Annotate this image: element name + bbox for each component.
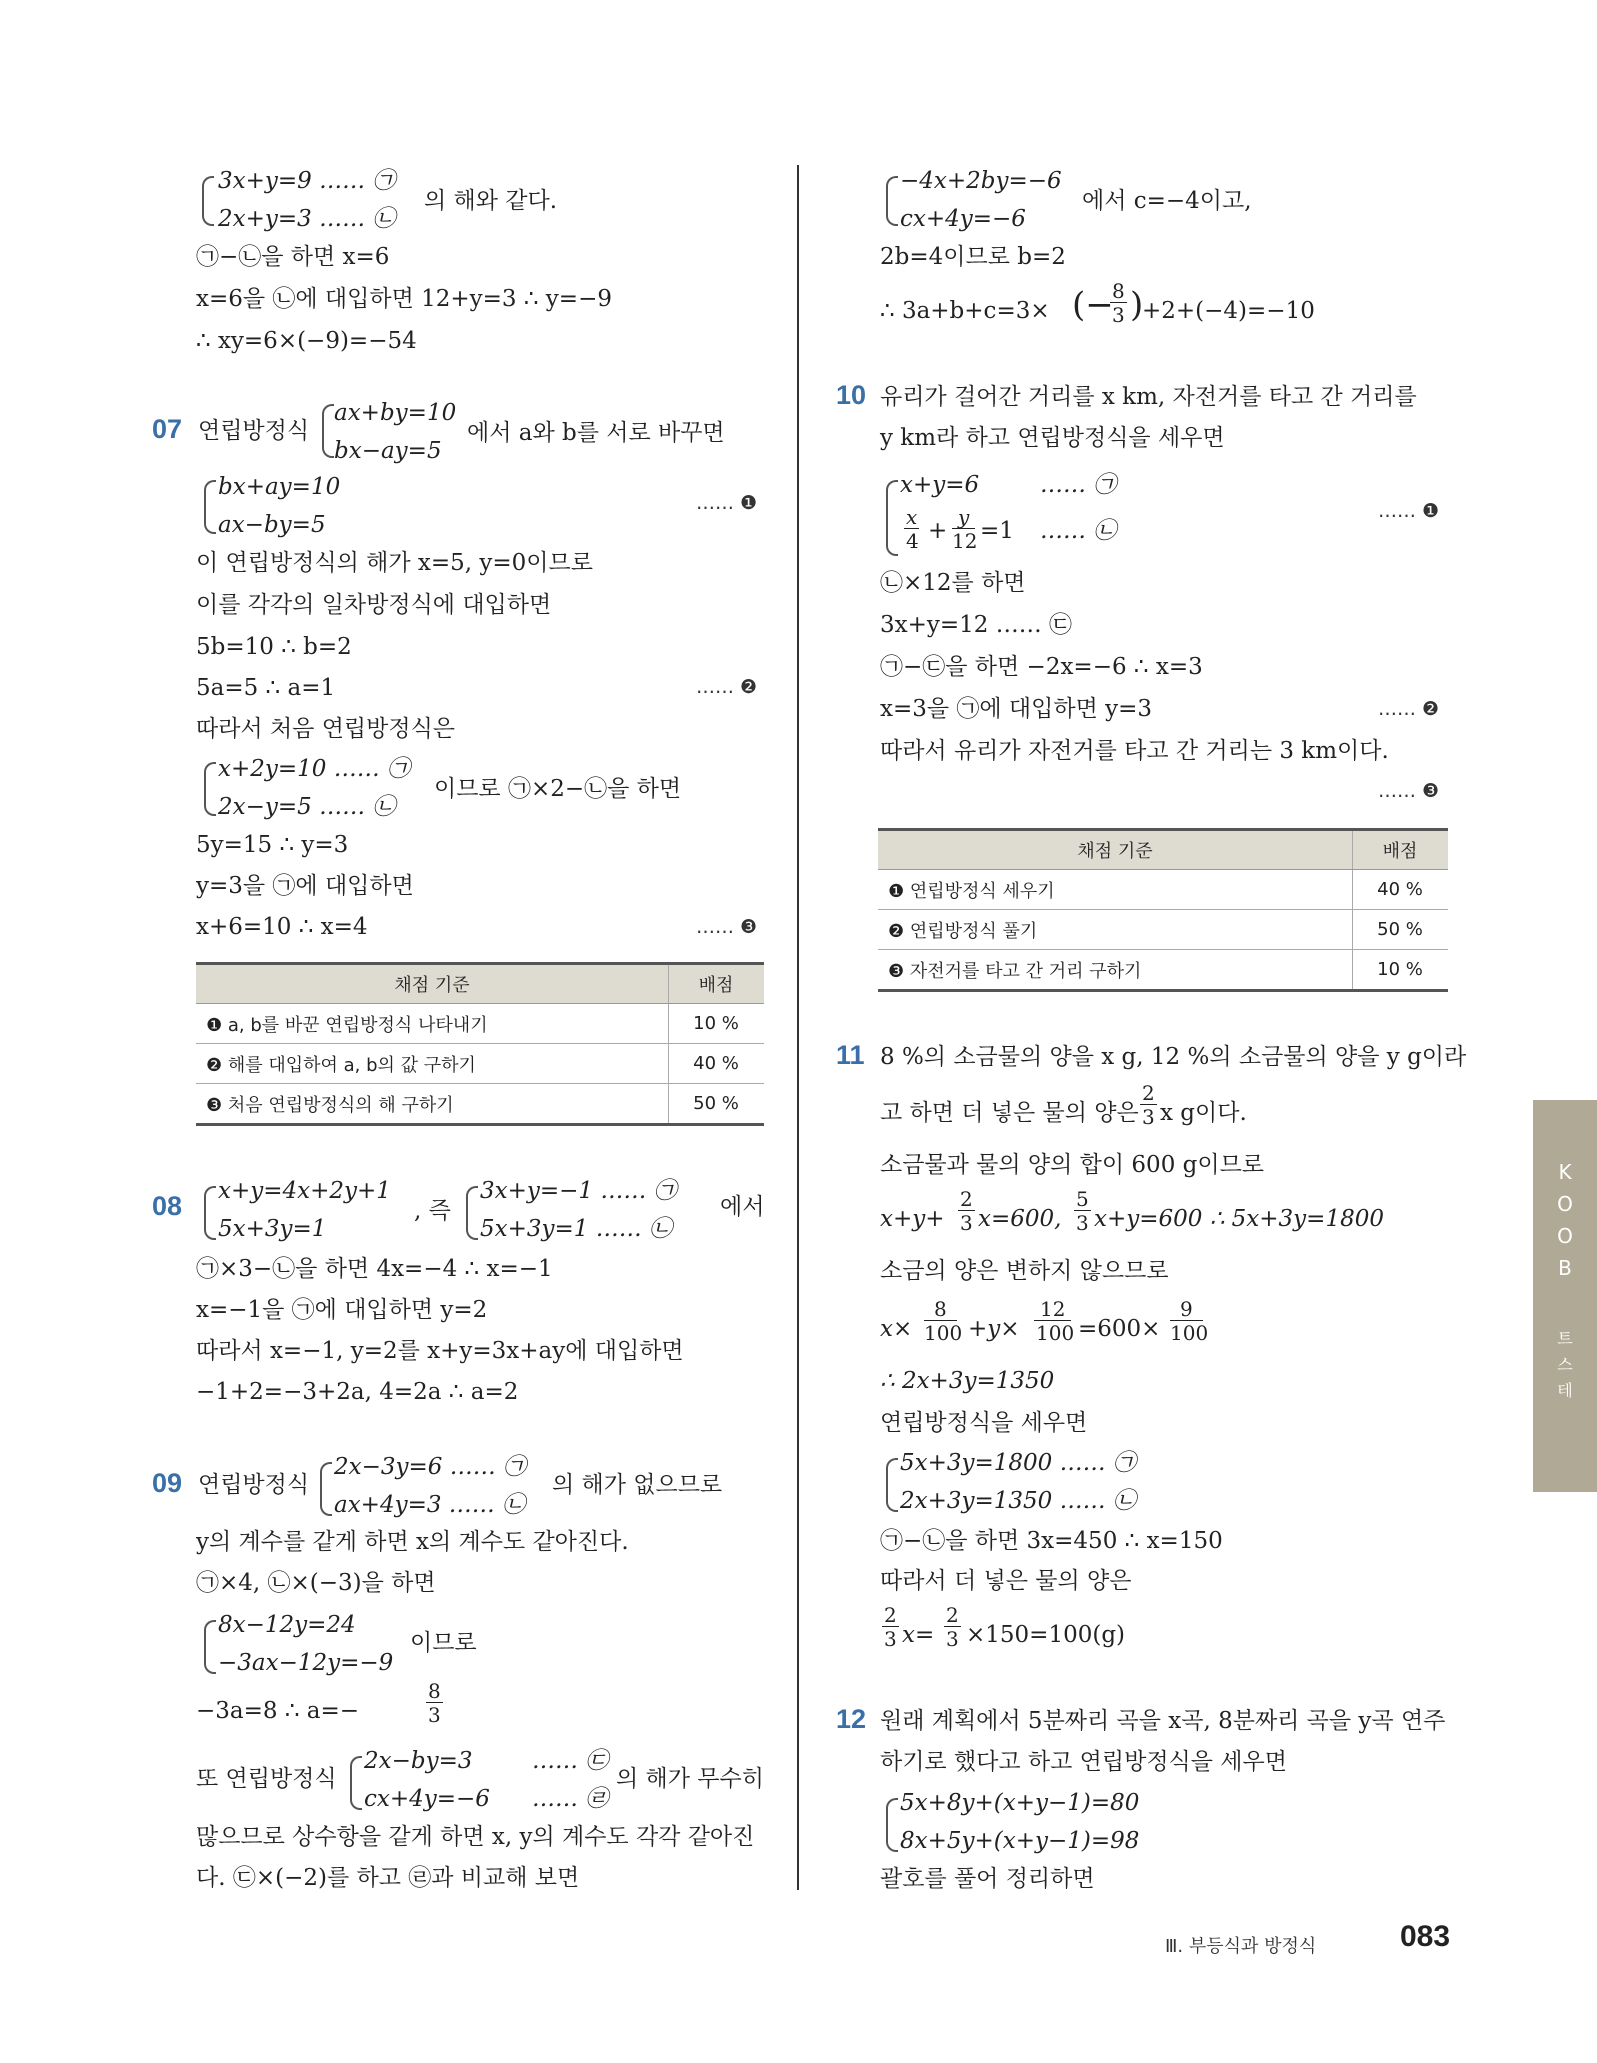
equation: x+y+	[880, 1206, 945, 1232]
equation: 2x+3y=1350 …… ㉡	[900, 1488, 1136, 1514]
text-line: 이 연립방정식의 해가 x=5, y=0이므로	[196, 550, 593, 576]
points-cell: 10 %	[1353, 950, 1449, 991]
text-line: +2+(−4)=−10	[1142, 298, 1315, 324]
text-line: 유리가 걸어간 거리를 x km, 자전거를 타고 간 거리를	[880, 384, 1417, 410]
problem-number: 07	[152, 414, 183, 444]
fraction-denominator: 100	[924, 1321, 963, 1345]
table-header: 배점	[669, 964, 765, 1004]
text-line: ㉠−㉡을 하면 3x=450 ∴ x=150	[880, 1528, 1223, 1554]
text-line: 3x+y=12 …… ㉢	[880, 612, 1073, 638]
equation: 5x+3y=1	[218, 1216, 327, 1242]
plus-sign: +	[928, 518, 948, 544]
problem-number: 08	[152, 1191, 183, 1221]
side-tab-char: 트	[1557, 1329, 1573, 1348]
system-brace	[204, 480, 216, 534]
side-tab-char: 테	[1557, 1381, 1573, 1400]
fraction-denominator: 3	[1142, 1105, 1155, 1129]
criteria-cell: ❷ 연립방정식 풀기	[878, 910, 1353, 950]
step-marker: …… ❸	[1378, 780, 1440, 802]
system-brace	[204, 762, 216, 816]
equation: 8x+5y+(x+y−1)=98	[900, 1828, 1140, 1854]
equation: x×	[880, 1316, 913, 1342]
step-marker: …… ❶	[696, 492, 758, 514]
criteria-cell: ❷ 해를 대입하여 a, b의 값 구하기	[196, 1044, 669, 1084]
points-cell: 10 %	[669, 1004, 765, 1044]
table-header: 배점	[1353, 830, 1449, 870]
equation: ∴ 2x+3y=1350	[880, 1368, 1055, 1394]
points-cell: 40 %	[669, 1044, 765, 1084]
text-line: 5a=5 ∴ a=1	[196, 675, 336, 701]
system-brace	[322, 404, 334, 458]
fraction-numerator: 2	[884, 1603, 897, 1627]
paren: )	[1130, 285, 1144, 325]
points-cell: 50 %	[669, 1084, 765, 1125]
fraction-denominator: 3	[960, 1211, 973, 1235]
text-line: x+6=10 ∴ x=4	[196, 914, 368, 940]
system-brace	[350, 1756, 362, 1810]
table-row	[878, 950, 1448, 991]
fraction-numerator: 12	[1034, 1298, 1071, 1321]
fraction-denominator: 3	[1112, 303, 1125, 327]
text-line: 이를 각각의 일차방정식에 대입하면	[196, 592, 552, 618]
fraction-denominator: 3	[428, 1703, 441, 1727]
text-line: −1+2=−3+2a, 4=2a ∴ a=2	[196, 1379, 519, 1405]
fraction-denominator: 3	[884, 1627, 897, 1651]
equation: 2x−3y=6 …… ㉠	[334, 1454, 527, 1480]
equation: x+y=4x+2y+1	[218, 1178, 391, 1204]
text-line: y의 계수를 같게 하면 x의 계수도 같아진다.	[196, 1529, 629, 1555]
equation: ax−by=5	[218, 512, 326, 538]
step-marker: …… ❷	[696, 676, 758, 698]
equation: 2x−by=3	[364, 1748, 473, 1774]
fraction-numerator: 8	[428, 1679, 441, 1703]
side-tab-char: O	[1557, 1192, 1573, 1216]
equation: x+y=6	[900, 472, 980, 498]
text-line: 의 해가 무수히	[616, 1766, 764, 1792]
text-line: y km라 하고 연립방정식을 세우면	[880, 425, 1225, 451]
text-line: 따라서 유리가 자전거를 타고 간 거리는 3 km이다.	[880, 738, 1389, 764]
equation-marker: …… ㉣	[532, 1786, 609, 1812]
equation-marker: …… ㉠	[1040, 472, 1117, 498]
equation: ×150=100(g)	[966, 1622, 1126, 1648]
table-row	[878, 870, 1448, 910]
text-line: 따라서 x=−1, y=2를 x+y=3x+ay에 대입하면	[196, 1338, 684, 1364]
text-line: 에서 a와 b를 서로 바꾸면	[467, 420, 725, 446]
step-marker: …… ❸	[696, 916, 758, 938]
fraction-denominator: 100	[1170, 1321, 1209, 1345]
text-line: 소금의 양은 변하지 않으므로	[880, 1258, 1169, 1284]
fraction-denominator: 3	[1076, 1211, 1089, 1235]
table-row	[196, 1004, 764, 1044]
system-brace	[886, 1458, 898, 1512]
text-line: 이므로	[410, 1630, 477, 1656]
side-tab	[1533, 1100, 1597, 1492]
text-line: x=3을 ㉠에 대입하면 y=3	[880, 696, 1153, 722]
text-line: ㉡×12를 하면	[880, 570, 1026, 596]
paren: (−	[1072, 285, 1114, 325]
text-line: 에서	[720, 1194, 765, 1220]
page-number: 083	[1400, 1920, 1451, 1953]
fraction-numerator: y	[952, 506, 975, 529]
equation-marker: …… ㉢	[532, 1748, 609, 1774]
equation: 2x+y=3 …… ㉡	[218, 206, 396, 232]
text-line: 2b=4이므로 b=2	[880, 244, 1066, 270]
equation: 5x+3y=1 …… ㉡	[480, 1216, 673, 1242]
system-brace	[202, 176, 214, 226]
step-marker: …… ❷	[1378, 698, 1440, 720]
text-line: x=6을 ㉡에 대입하면 12+y=3 ∴ y=−9	[196, 286, 612, 312]
text-line: 소금물과 물의 양의 합이 600 g이므로	[880, 1152, 1265, 1178]
equation: −3ax−12y=−9	[218, 1650, 394, 1676]
text-line: 따라서 더 넣은 물의 양은	[880, 1568, 1132, 1594]
text-line: 이므로 ㉠×2−㉡을 하면	[434, 776, 682, 802]
side-tab-char: 스	[1557, 1355, 1573, 1374]
equation: 8x−12y=24	[218, 1612, 356, 1638]
system-brace	[204, 1620, 216, 1674]
text-line: 원래 계획에서 5분짜리 곡을 x곡, 8분짜리 곡을 y곡 연주	[880, 1708, 1446, 1734]
text-line: 따라서 처음 연립방정식은	[196, 716, 456, 742]
text-line: y=3을 ㉠에 대입하면	[196, 873, 414, 899]
fraction-denominator: 12	[952, 529, 978, 553]
text-line: ∴ xy=6×(−9)=−54	[196, 328, 417, 354]
fraction-numerator: 8	[1112, 279, 1125, 303]
table-header: 채점 기준	[196, 964, 669, 1004]
text-line: ㉠−㉡을 하면 x=6	[196, 244, 390, 270]
text-line: 괄호를 풀어 정리하면	[880, 1866, 1095, 1892]
fraction-denominator: 3	[946, 1627, 959, 1651]
system-brace	[886, 1798, 898, 1852]
scoring-table	[196, 962, 764, 1126]
system-brace	[320, 1462, 332, 1516]
table-row	[878, 910, 1448, 950]
fraction-denominator: 100	[1036, 1321, 1075, 1345]
text-line: 의 해가 없으므로	[552, 1472, 723, 1498]
equation: bx+ay=10	[218, 474, 341, 500]
problem-number: 11	[836, 1040, 865, 1070]
fraction-numerator: 8	[924, 1298, 957, 1321]
fraction-numerator: 2	[1142, 1081, 1155, 1105]
text-line: , 즉	[414, 1198, 451, 1224]
text-line: 8 %의 소금물의 양을 x g, 12 %의 소금물의 양을 y g이라	[880, 1044, 1467, 1070]
points-cell: 50 %	[1353, 910, 1449, 950]
fraction-numerator: x	[906, 505, 918, 529]
text-line: 5y=15 ∴ y=3	[196, 832, 349, 858]
equation: −4x+2by=−6	[900, 168, 1062, 194]
text-line: ∴ 3a+b+c=3×	[880, 298, 1050, 324]
side-tab-char: O	[1557, 1224, 1573, 1248]
criteria-cell: ❶ 연립방정식 세우기	[878, 870, 1353, 910]
equation: x+2y=10 …… ㉠	[218, 756, 411, 782]
text-line: x g이다.	[1160, 1100, 1247, 1126]
system-brace	[466, 1186, 478, 1240]
equation: cx+4y=−6	[900, 206, 1026, 232]
equation: 3x+y=9 …… ㉠	[218, 168, 396, 194]
side-tab-char: K	[1558, 1160, 1572, 1184]
text-line: 다. ㉢×(−2)를 하고 ㉣과 비교해 보면	[196, 1865, 580, 1891]
equation: ax+by=10	[334, 400, 457, 426]
text-line: 연립방정식을 세우면	[880, 1410, 1088, 1436]
points-cell: 40 %	[1353, 870, 1449, 910]
side-tab-char: B	[1558, 1256, 1572, 1280]
text-line: ㉠−㉢을 하면 −2x=−6 ∴ x=3	[880, 654, 1203, 680]
equation: x+y=600 ∴ 5x+3y=1800	[1094, 1206, 1384, 1232]
scoring-table	[878, 828, 1448, 992]
text-line: 고 하면 더 넣은 물의 양은	[880, 1100, 1139, 1126]
text-line: 연립방정식	[198, 1472, 310, 1498]
equation: 5x+8y+(x+y−1)=80	[900, 1790, 1140, 1816]
step-marker: …… ❶	[1378, 500, 1440, 522]
table-header: 채점 기준	[878, 830, 1353, 870]
table-row	[196, 1044, 764, 1084]
equation: x=600,	[978, 1206, 1062, 1232]
text-line: 에서 c=−4이고,	[1082, 188, 1252, 214]
equation: +y×	[968, 1316, 1020, 1342]
criteria-cell: ❸ 자전거를 타고 간 거리 구하기	[878, 950, 1353, 991]
column-divider	[797, 165, 799, 1890]
equation: x=	[902, 1622, 935, 1648]
fraction-numerator: 9	[1170, 1298, 1203, 1321]
fraction-numerator: 2	[946, 1603, 959, 1627]
equation: 5x+3y=1800 …… ㉠	[900, 1450, 1136, 1476]
equation: 2x−y=5 …… ㉡	[218, 794, 396, 820]
equation: =1	[980, 518, 1014, 544]
equation-marker: …… ㉡	[1040, 518, 1117, 544]
fraction-denominator: 4	[906, 529, 919, 553]
text-line: 많으므로 상수항을 같게 하면 x, y의 계수도 각각 같아진	[196, 1824, 755, 1850]
text-line: −3a=8 ∴ a=−	[196, 1698, 360, 1724]
problem-number: 12	[836, 1704, 867, 1734]
criteria-cell: ❸ 처음 연립방정식의 해 구하기	[196, 1084, 669, 1125]
criteria-cell: ❶ a, b를 바꾼 연립방정식 나타내기	[196, 1004, 669, 1044]
problem-number: 09	[152, 1468, 183, 1498]
footer-chapter: Ⅲ. 부등식과 방정식	[1165, 1936, 1317, 1957]
equation: ax+4y=3 …… ㉡	[334, 1492, 526, 1518]
text-line: 또 연립방정식	[196, 1766, 337, 1792]
text-line: x=−1을 ㉠에 대입하면 y=2	[196, 1297, 488, 1323]
equation: cx+4y=−6	[364, 1786, 490, 1812]
system-brace	[886, 176, 898, 226]
equation: =600×	[1078, 1316, 1161, 1342]
text-line: 연립방정식	[198, 418, 310, 444]
equation: 3x+y=−1 …… ㉠	[480, 1178, 677, 1204]
system-brace	[204, 1186, 216, 1240]
text-line: ㉠×3−㉡을 하면 4x=−4 ∴ x=−1	[196, 1256, 553, 1282]
text-line: 5b=10 ∴ b=2	[196, 634, 352, 660]
text-line: ㉠×4, ㉡×(−3)을 하면	[196, 1570, 436, 1596]
text-line: 의 해와 같다.	[424, 188, 558, 214]
equation: bx−ay=5	[334, 438, 442, 464]
problem-number: 10	[836, 380, 867, 410]
text-line: 하기로 했다고 하고 연립방정식을 세우면	[880, 1749, 1287, 1775]
table-row	[196, 1084, 764, 1125]
fraction-numerator: 2	[960, 1187, 973, 1211]
system-brace	[886, 480, 898, 556]
fraction-numerator: 5	[1076, 1187, 1089, 1211]
